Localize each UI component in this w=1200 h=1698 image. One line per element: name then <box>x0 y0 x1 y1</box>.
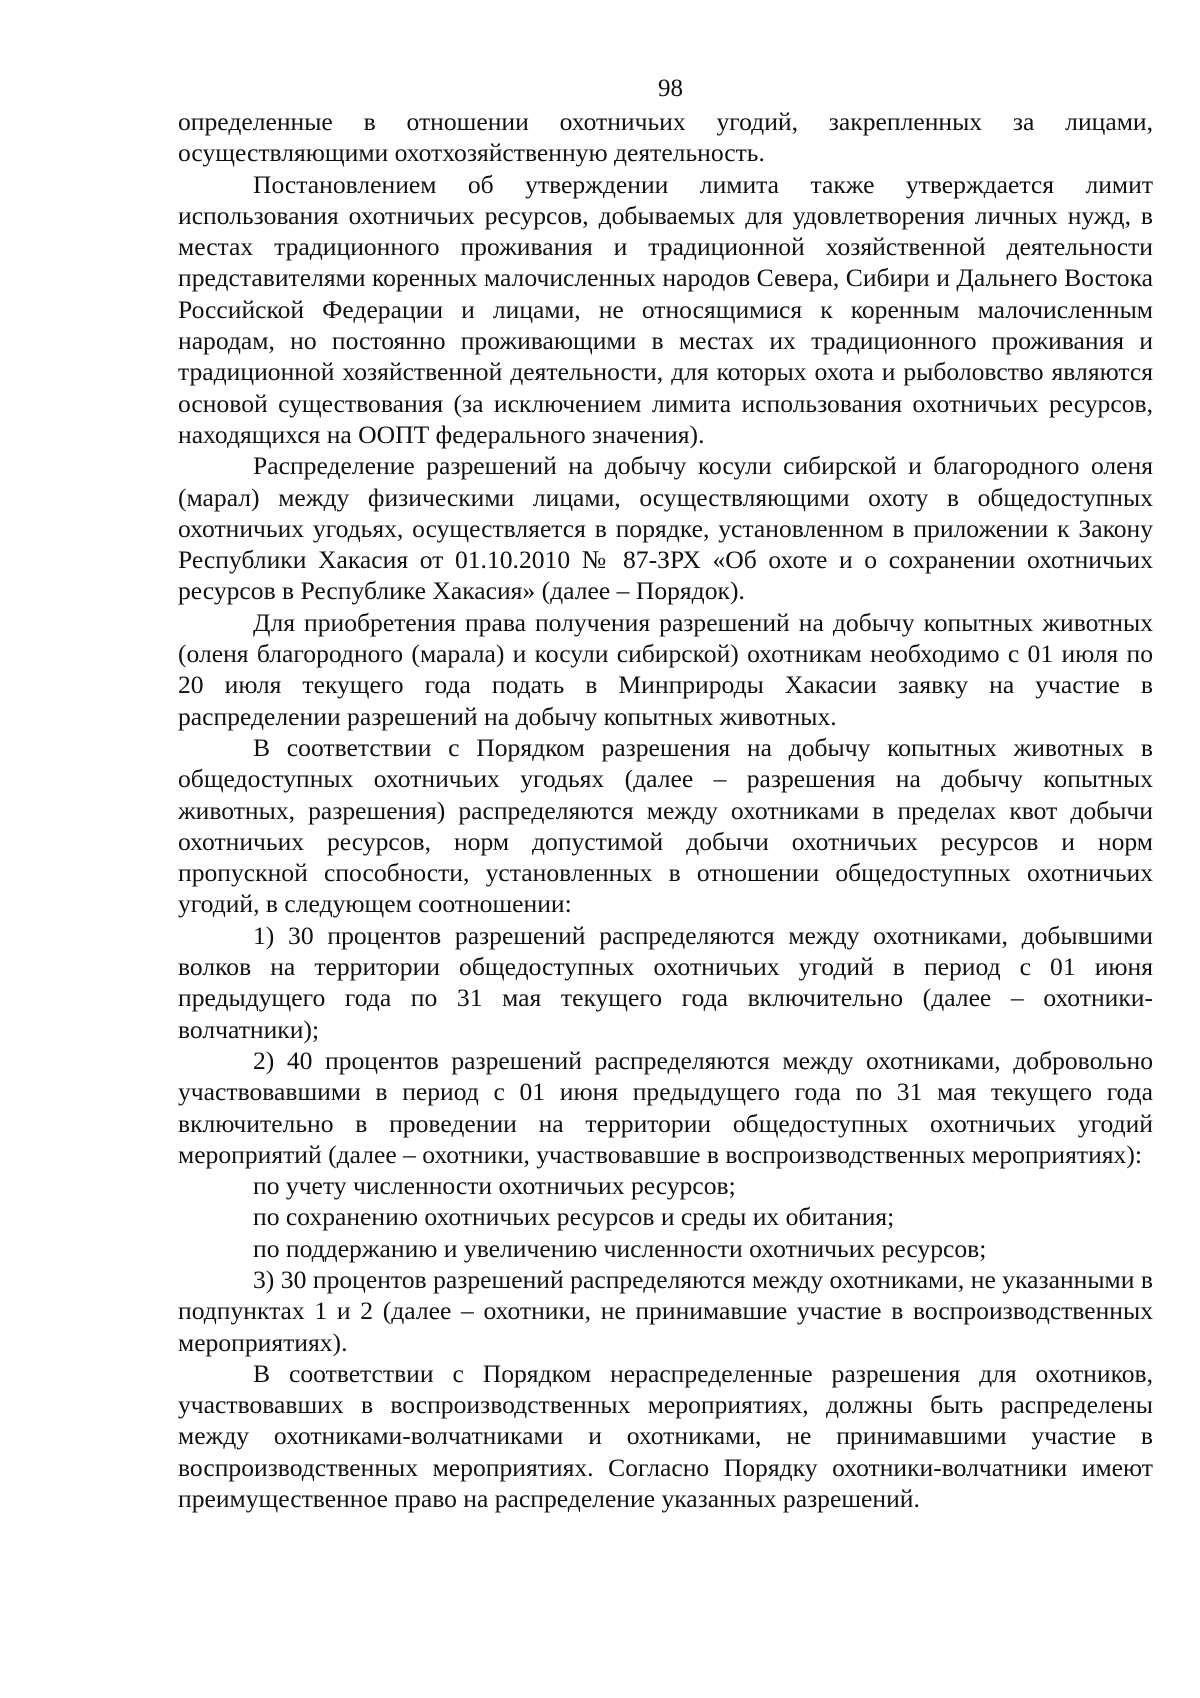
paragraph-application-terms: Для приобретения права получения разрешений на добычу копытных животных (оленя благородного (марала) и косули сибирской) охотникам необходимо с 01 июля по 20 июля текущего года подать в Минприроды Хакасии заявку на участие в распределении разрешений на добычу копытных животных. <box>178 607 1153 731</box>
paragraph-continuation: определенные в отношении охотничьих угодий, закрепленных за лицами, осуществляющими охотхозяйственную деятельность. <box>178 107 1153 168</box>
list-item-other-hunters: 3) 30 процентов разрешений распределяются между охотниками, не указанными в подпунктах 1 и 2 (далее – охотники, не принимавшие участие в воспроизводственных мероприятиях). <box>178 1264 1153 1357</box>
document-page <box>178 74 1153 1514</box>
sub-item-census: по учету численности охотничьих ресурсов; <box>253 1171 736 1201</box>
paragraph-undistributed-permits: В соответствии с Порядком нераспределенные разрешения для охотников, участвовавших в воспроизводственных мероприятиях, должны быть распределены между охотниками-волчатниками и охотниками, не принимавшими участие в воспроизводственных мероприятиях. Согласно Порядку охотники-волчатники имеют преимущественное право на распределение указанных разрешений. <box>178 1358 1153 1514</box>
paragraph-limit-resolution: Постановлением об утверждении лимита также утверждается лимит использования охотничьих ресурсов, добываемых для удовлетворения личных нужд, в местах традиционного проживания и традиционной хозяйственной деятельности представителями коренных малочисленных народов Севера, Сибири и Дальнего Востока Российской Федерации и лицами, не относящимися к коренным малочисленным народам, но постоянно проживающими в местах их традиционного проживания и традиционной хозяйственной деятельности, для которых охота и рыболовство являются основой существования (за исключением лимита использования охотничьих ресурсов, находящихся на ООПТ федерального значения). <box>178 169 1153 449</box>
list-item-reproduction-participants: 2) 40 процентов разрешений распределяются между охотниками, добровольно участвовавшими в период с 01 июня предыдущего года по 31 мая текущего года включительно в проведении на территории общедоступных охотничьих угодий мероприятий (далее – охотники, участвовавшие в воспроизводственных мероприятиях): <box>178 1045 1153 1169</box>
sub-item-conservation: по сохранению охотничьих ресурсов и среды их обитания; <box>253 1202 895 1232</box>
paragraph-permit-distribution: Распределение разрешений на добычу косули сибирской и благородного оленя (марал) между физическими лицами, осуществляющими охоту в общедоступных охотничьих угодьях, осуществляется в порядке, установленном в приложении к Закону Республики Хакасия от 01.10.2010 № 87-ЗРХ «Об охоте и о сохранении охотничьих ресурсов в Республике Хакасия» (далее – Порядок). <box>178 451 1153 606</box>
sub-item-population-increase: по поддержанию и увеличению численности охотничьих ресурсов; <box>253 1233 987 1263</box>
page-number: 98 <box>658 75 683 102</box>
paragraph-quota-ratio: В соответствии с Порядком разрешения на добычу копытных животных в общедоступных охотничьих угодьях (далее – разрешения на добычу копытных животных, разрешения) распределяются между охотниками в пределах квот добычи охотничьих ресурсов, норм допустимой добычи охотничьих ресурсов и норм пропускной способности, установленных в отношении общедоступных охотничьих угодий, в следующем соотношении: <box>178 732 1153 919</box>
list-item-wolf-hunters: 1) 30 процентов разрешений распределяются между охотниками, добывшими волков на территории общедоступных охотничьих угодий в период с 01 июня предыдущего года по 31 мая текущего года включительно (далее – охотники-волчатники); <box>178 920 1153 1044</box>
